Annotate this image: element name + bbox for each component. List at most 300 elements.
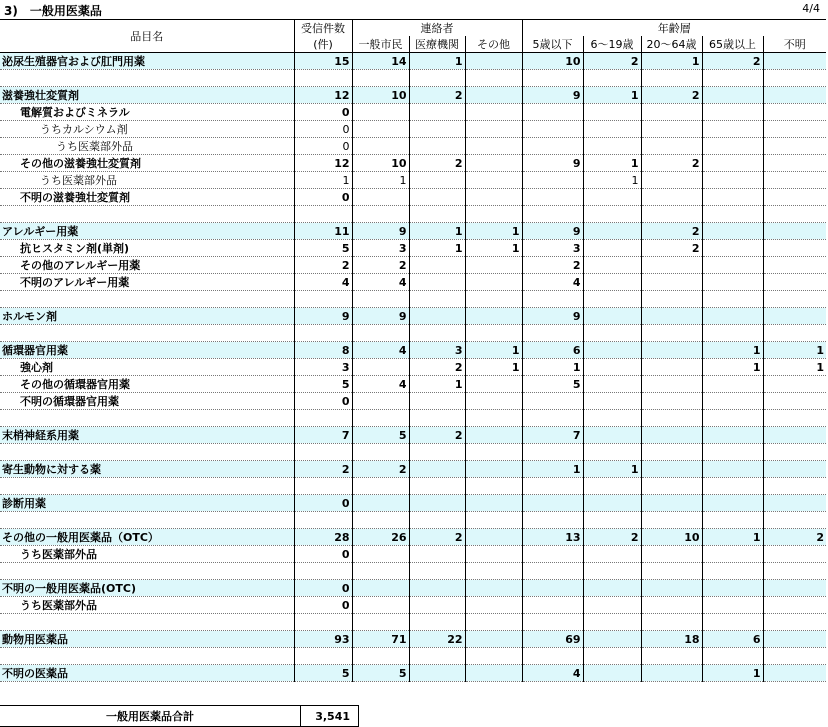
item-name (0, 325, 294, 342)
value-cell (352, 206, 409, 223)
value-cell: 3 (352, 240, 409, 257)
value-cell (641, 410, 702, 427)
value-cell: 2 (352, 257, 409, 274)
item-name: うち医薬部外品 (0, 546, 294, 563)
value-cell (409, 495, 465, 512)
value-cell: 1 (763, 342, 826, 359)
item-name: うち医薬部外品 (0, 172, 294, 189)
value-cell (641, 359, 702, 376)
value-cell (522, 410, 583, 427)
value-cell: 9 (522, 308, 583, 325)
value-cell (409, 189, 465, 206)
value-cell (465, 461, 522, 478)
value-cell (641, 495, 702, 512)
value-cell (352, 444, 409, 461)
value-cell (702, 87, 763, 104)
item-name (0, 70, 294, 87)
value-cell (352, 70, 409, 87)
value-cell (409, 172, 465, 189)
item-name: 滋養強壮変質剤 (0, 87, 294, 104)
value-cell: 69 (522, 631, 583, 648)
received-count-cell: 0 (294, 138, 352, 155)
value-cell (763, 53, 826, 70)
table-row (0, 631, 826, 648)
value-cell: 71 (352, 631, 409, 648)
table-row (0, 223, 826, 240)
table-row (0, 580, 826, 597)
value-cell (702, 563, 763, 580)
value-cell (763, 648, 826, 665)
value-cell: 9 (352, 223, 409, 240)
value-cell (465, 376, 522, 393)
poison-inquiry-table (0, 19, 826, 682)
received-count-cell (294, 512, 352, 529)
value-cell (352, 648, 409, 665)
value-cell (763, 478, 826, 495)
value-cell (522, 172, 583, 189)
table-row (0, 104, 826, 121)
value-cell: 2 (352, 461, 409, 478)
value-cell (763, 444, 826, 461)
total-value: 3,541 (301, 706, 359, 727)
value-cell (583, 308, 641, 325)
blank-row (0, 325, 826, 342)
value-cell: 2 (641, 240, 702, 257)
value-cell (465, 393, 522, 410)
received-count-cell: 0 (294, 189, 352, 206)
received-count-cell (294, 410, 352, 427)
value-cell (702, 121, 763, 138)
value-cell: 3 (409, 342, 465, 359)
value-cell (763, 495, 826, 512)
received-count-cell: 0 (294, 104, 352, 121)
value-cell (352, 580, 409, 597)
value-cell (583, 274, 641, 291)
value-cell (763, 410, 826, 427)
table-row (0, 376, 826, 393)
value-cell (583, 104, 641, 121)
value-cell (702, 274, 763, 291)
blank-row (0, 410, 826, 427)
value-cell: 6 (522, 342, 583, 359)
value-cell: 1 (352, 172, 409, 189)
value-cell (641, 563, 702, 580)
value-cell (641, 597, 702, 614)
table-row (0, 529, 826, 546)
table-row (0, 495, 826, 512)
item-name: 循環器官用薬 (0, 342, 294, 359)
value-cell: 2 (763, 529, 826, 546)
value-cell (583, 325, 641, 342)
value-cell (763, 614, 826, 631)
value-cell: 2 (641, 87, 702, 104)
value-cell (522, 614, 583, 631)
value-cell (465, 257, 522, 274)
item-name: うちカルシウム剤 (0, 121, 294, 138)
value-cell (352, 189, 409, 206)
value-cell (583, 189, 641, 206)
value-cell (763, 580, 826, 597)
item-name: 不明の医薬品 (0, 665, 294, 682)
value-cell (702, 597, 763, 614)
value-cell (409, 512, 465, 529)
received-count-cell: 9 (294, 308, 352, 325)
value-cell (763, 291, 826, 308)
value-cell (763, 189, 826, 206)
value-cell (583, 223, 641, 240)
value-cell: 9 (522, 223, 583, 240)
value-cell (583, 206, 641, 223)
table-row (0, 342, 826, 359)
received-count-cell: 93 (294, 631, 352, 648)
value-cell: 2 (409, 87, 465, 104)
received-count-cell: 1 (294, 172, 352, 189)
value-cell: 9 (352, 308, 409, 325)
value-cell (583, 580, 641, 597)
contact-header: その他 (465, 36, 522, 53)
item-name: 不明のアレルギー用薬 (0, 274, 294, 291)
value-cell (763, 155, 826, 172)
value-cell (702, 308, 763, 325)
value-cell (702, 70, 763, 87)
received-count-header: 受信件数 (294, 20, 352, 37)
value-cell (352, 614, 409, 631)
value-cell: 1 (702, 529, 763, 546)
value-cell (465, 580, 522, 597)
value-cell: 1 (583, 87, 641, 104)
received-count-cell: 0 (294, 580, 352, 597)
value-cell (702, 325, 763, 342)
value-cell (641, 291, 702, 308)
value-cell (641, 546, 702, 563)
value-cell (465, 444, 522, 461)
value-cell (702, 512, 763, 529)
value-cell: 1 (409, 376, 465, 393)
value-cell (763, 461, 826, 478)
item-name: 末梢神経系用薬 (0, 427, 294, 444)
item-name (0, 478, 294, 495)
value-cell: 1 (641, 53, 702, 70)
value-cell: 26 (352, 529, 409, 546)
value-cell (763, 427, 826, 444)
value-cell (409, 648, 465, 665)
value-cell (763, 240, 826, 257)
contact-header: 医療機関 (409, 36, 465, 53)
value-cell: 2 (409, 155, 465, 172)
value-cell (465, 70, 522, 87)
value-cell: 1 (763, 359, 826, 376)
received-count-cell: 0 (294, 121, 352, 138)
value-cell: 4 (522, 274, 583, 291)
item-name: その他の循環器官用薬 (0, 376, 294, 393)
value-cell (522, 546, 583, 563)
table-row (0, 308, 826, 325)
contact-group-header: 連絡者 (352, 20, 522, 37)
value-cell (465, 529, 522, 546)
value-cell: 18 (641, 631, 702, 648)
value-cell: 2 (409, 427, 465, 444)
item-name: その他の滋養強壮変質剤 (0, 155, 294, 172)
value-cell: 5 (522, 376, 583, 393)
item-name: うち医薬部外品 (0, 597, 294, 614)
value-cell: 1 (409, 223, 465, 240)
value-cell (641, 104, 702, 121)
value-cell (763, 665, 826, 682)
received-count-cell: 4 (294, 274, 352, 291)
value-cell (583, 546, 641, 563)
section-title: 3) 一般用医薬品 (4, 4, 102, 18)
value-cell (465, 189, 522, 206)
value-cell: 1 (465, 240, 522, 257)
value-cell (641, 70, 702, 87)
age-header: 5歳以下 (522, 36, 583, 53)
value-cell (465, 563, 522, 580)
table-row (0, 597, 826, 614)
value-cell (409, 563, 465, 580)
table-row (0, 359, 826, 376)
item-name (0, 563, 294, 580)
value-cell (583, 121, 641, 138)
value-cell (522, 70, 583, 87)
value-cell (641, 427, 702, 444)
value-cell (352, 104, 409, 121)
item-name: 泌尿生殖器官および肛門用薬 (0, 53, 294, 70)
value-cell (465, 648, 522, 665)
value-cell: 1 (702, 665, 763, 682)
value-cell (641, 342, 702, 359)
value-cell: 1 (522, 359, 583, 376)
value-cell (583, 512, 641, 529)
value-cell (465, 172, 522, 189)
value-cell (522, 444, 583, 461)
value-cell (702, 444, 763, 461)
value-cell: 14 (352, 53, 409, 70)
value-cell: 2 (522, 257, 583, 274)
value-cell (409, 580, 465, 597)
blank-row (0, 648, 826, 665)
value-cell: 10 (641, 529, 702, 546)
table-row (0, 274, 826, 291)
item-name-header: 品目名 (0, 20, 294, 53)
value-cell (702, 427, 763, 444)
table-row (0, 461, 826, 478)
value-cell: 1 (702, 359, 763, 376)
item-name: 強心剤 (0, 359, 294, 376)
value-cell (583, 495, 641, 512)
value-cell (522, 478, 583, 495)
table-row (0, 240, 826, 257)
value-cell (702, 478, 763, 495)
item-name: 不明の滋養強壮変質剤 (0, 189, 294, 206)
value-cell (641, 274, 702, 291)
value-cell (702, 291, 763, 308)
value-cell (352, 597, 409, 614)
value-cell (465, 104, 522, 121)
value-cell (522, 393, 583, 410)
value-cell (641, 325, 702, 342)
value-cell: 1 (409, 240, 465, 257)
value-cell: 2 (641, 223, 702, 240)
received-count-cell: 5 (294, 376, 352, 393)
value-cell: 1 (465, 359, 522, 376)
value-cell (641, 393, 702, 410)
value-cell (763, 104, 826, 121)
value-cell: 1 (583, 155, 641, 172)
value-cell (702, 155, 763, 172)
value-cell (583, 427, 641, 444)
received-count-cell: 8 (294, 342, 352, 359)
value-cell: 1 (583, 461, 641, 478)
received-count-cell (294, 648, 352, 665)
item-name: その他の一般用医薬品（OTC） (0, 529, 294, 546)
table-row (0, 393, 826, 410)
value-cell: 2 (409, 359, 465, 376)
received-count-cell: 0 (294, 393, 352, 410)
value-cell (465, 495, 522, 512)
item-name: 抗ヒスタミン剤(単剤) (0, 240, 294, 257)
value-cell (352, 359, 409, 376)
received-count-cell: 2 (294, 461, 352, 478)
value-cell (465, 614, 522, 631)
value-cell (465, 665, 522, 682)
value-cell (763, 257, 826, 274)
value-cell (583, 665, 641, 682)
value-cell (352, 138, 409, 155)
value-cell (465, 308, 522, 325)
value-cell (702, 138, 763, 155)
value-cell (702, 223, 763, 240)
value-cell (763, 308, 826, 325)
item-name: 電解質およびミネラル (0, 104, 294, 121)
received-count-cell: 12 (294, 87, 352, 104)
value-cell: 10 (352, 87, 409, 104)
received-count-cell: 7 (294, 427, 352, 444)
value-cell: 1 (465, 223, 522, 240)
value-cell (641, 376, 702, 393)
item-name (0, 512, 294, 529)
value-cell (583, 240, 641, 257)
value-cell (352, 546, 409, 563)
value-cell (763, 206, 826, 223)
value-cell (465, 53, 522, 70)
received-count-cell (294, 478, 352, 495)
value-cell (465, 87, 522, 104)
item-name: 不明の一般用医薬品(OTC) (0, 580, 294, 597)
table-row (0, 138, 826, 155)
value-cell (641, 189, 702, 206)
value-cell (522, 563, 583, 580)
age-group-header: 年齢層 (522, 20, 826, 37)
value-cell (522, 512, 583, 529)
value-cell (522, 291, 583, 308)
value-cell (465, 155, 522, 172)
value-cell (583, 410, 641, 427)
value-cell (583, 359, 641, 376)
received-count-cell: 12 (294, 155, 352, 172)
received-count-cell (294, 206, 352, 223)
value-cell (583, 478, 641, 495)
value-cell (583, 393, 641, 410)
value-cell (522, 597, 583, 614)
value-cell: 10 (352, 155, 409, 172)
item-name (0, 410, 294, 427)
value-cell (409, 206, 465, 223)
value-cell (352, 495, 409, 512)
table-row (0, 427, 826, 444)
received-count-cell (294, 325, 352, 342)
blank-row (0, 563, 826, 580)
received-count-cell (294, 291, 352, 308)
value-cell (763, 87, 826, 104)
value-cell (583, 257, 641, 274)
received-count-cell (294, 70, 352, 87)
value-cell: 5 (352, 427, 409, 444)
value-cell (702, 172, 763, 189)
value-cell: 2 (583, 53, 641, 70)
item-name: 寄生動物に対する薬 (0, 461, 294, 478)
value-cell (763, 376, 826, 393)
value-cell (583, 648, 641, 665)
page-number: 4/4 (802, 2, 820, 15)
item-name (0, 614, 294, 631)
value-cell (702, 206, 763, 223)
value-cell (409, 257, 465, 274)
value-cell (465, 427, 522, 444)
received-count-cell: 2 (294, 257, 352, 274)
value-cell (352, 325, 409, 342)
value-cell: 7 (522, 427, 583, 444)
value-cell (702, 546, 763, 563)
table-row (0, 172, 826, 189)
value-cell (465, 325, 522, 342)
value-cell (465, 631, 522, 648)
value-cell: 22 (409, 631, 465, 648)
blank-row (0, 291, 826, 308)
value-cell (409, 444, 465, 461)
value-cell (583, 138, 641, 155)
value-cell (583, 376, 641, 393)
value-cell (763, 274, 826, 291)
value-cell (465, 291, 522, 308)
value-cell: 1 (583, 172, 641, 189)
value-cell (583, 614, 641, 631)
value-cell (409, 614, 465, 631)
value-cell (409, 308, 465, 325)
value-cell (641, 138, 702, 155)
item-name: 不明の循環器官用薬 (0, 393, 294, 410)
value-cell (641, 172, 702, 189)
blank-row (0, 206, 826, 223)
received-count-cell: 5 (294, 665, 352, 682)
value-cell (763, 512, 826, 529)
value-cell (409, 410, 465, 427)
received-count-cell: 0 (294, 546, 352, 563)
value-cell (763, 121, 826, 138)
value-cell (702, 376, 763, 393)
value-cell (641, 308, 702, 325)
value-cell: 9 (522, 155, 583, 172)
value-cell (702, 495, 763, 512)
value-cell (583, 291, 641, 308)
item-name: ホルモン剤 (0, 308, 294, 325)
value-cell (409, 104, 465, 121)
value-cell: 5 (352, 665, 409, 682)
value-cell (763, 597, 826, 614)
item-name (0, 444, 294, 461)
value-cell (352, 393, 409, 410)
value-cell: 13 (522, 529, 583, 546)
received-unit-header: (件) (294, 36, 352, 53)
